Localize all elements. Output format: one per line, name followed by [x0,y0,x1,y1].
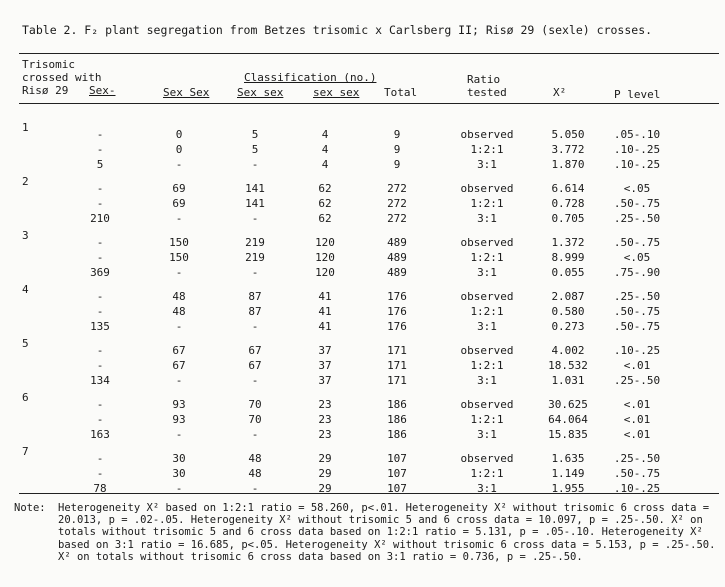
cell-ss2: 67 [248,359,262,372]
cell-ss1: - [175,266,183,279]
header-sex-minus: Sex- [89,84,116,97]
cell-chi: 4.002 [551,344,585,357]
cell-chi: 1.635 [551,452,585,465]
cell-total: 489 [387,266,407,279]
cell-ss1: 150 [169,251,189,264]
cell-total: 176 [387,320,407,333]
cell-ss1: - [175,212,183,225]
cell-ss2: - [251,374,259,387]
header-rule [19,103,719,104]
note-text: Heterogeneity X² based on 1:2:1 ratio = 58.260, p<.01. Heterogeneity X² without trisomic 6 cross data = 20.013, p = .02-.05. Heterogeneity X² without trisomic 5 and 6 cross data = 10.097, p = .25-.50. X² on totals without trisomic 5 and 6 cross data based on 1:2:1 ratio = 5.131, p = .05-.10. Heterogeneity X² based on 3:1 ratio = 16.685, p<.05. Heterogeneity X² without trisomic 6 cross data = 5.153, p = .25-.50. X² on totals without trisomic 6 cross data based on 3:1 ratio = 0.736, p = .25-.50. [58,502,716,563]
cell-total: 186 [387,413,407,426]
cell-ratio: 3:1 [477,482,497,495]
cell-p: <.05 [623,182,651,195]
cell-ratio: 3:1 [477,428,497,441]
cell-ss3: 29 [318,467,332,480]
cell-ss3: 23 [318,428,332,441]
cell-p: .10-.25 [613,158,661,171]
cell-p: .10-.25 [613,344,661,357]
cell-total: 107 [387,482,407,495]
cell-p: .50-.75 [613,197,661,210]
cell-chi: 3.772 [551,143,585,156]
cell-ss3: 37 [318,359,332,372]
table-title: Table 2. F₂ plant segregation from Betzes trisomic x Carlsberg II; Risø 29 (sexle) crosses. [22,23,653,37]
table-note [14,502,718,563]
header-chi-square: X² [553,86,567,99]
cell-ratio: 3:1 [477,212,497,225]
cell-sexm: 78 [93,482,107,495]
cell-ss1: - [175,428,183,441]
cell-ratio: observed [460,290,514,303]
cell-p: .05-.10 [613,128,661,141]
cell-sexm: - [96,197,104,210]
cell-sexm: - [96,251,104,264]
header-sex-sex-1: Sex Sex [163,86,210,99]
cell-total: 176 [387,290,407,303]
cell-chi: 1.149 [551,467,585,480]
cell-ratio: observed [460,344,514,357]
cell-ratio: 3:1 [477,158,497,171]
cell-sexm: 210 [90,212,110,225]
cell-chi: 64.064 [548,413,588,426]
cell-ss1: 48 [172,305,186,318]
cell-ss2: - [251,266,259,279]
cell-sexm: - [96,128,104,141]
cell-ss2: 70 [248,398,262,411]
cell-ss2: 87 [248,305,262,318]
cell-ratio: observed [460,182,514,195]
cell-ss2: 67 [248,344,262,357]
cell-p: .50-.75 [613,467,661,480]
cell-ss3: 4 [321,143,329,156]
cell-ss3: 62 [318,212,332,225]
cell-p: .25-.50 [613,452,661,465]
cell-sexm: 163 [90,428,110,441]
cell-chi: 1.372 [551,236,585,249]
cell-ss1: - [175,482,183,495]
cell-sexm: 369 [90,266,110,279]
cell-ratio: 1:2:1 [470,359,504,372]
header-sex-sex-2: Sex sex [237,86,284,99]
cell-sexm: - [96,452,104,465]
cell-total: 272 [387,212,407,225]
cell-ss1: - [175,158,183,171]
cell-total: 107 [387,467,407,480]
cell-ratio: 3:1 [477,320,497,333]
cell-ss2: - [251,212,259,225]
cell-p: <.01 [623,428,651,441]
cell-total: 9 [393,143,401,156]
cell-p: <.01 [623,413,651,426]
cell-sexm: 5 [96,158,104,171]
note-label: Note: [14,502,46,514]
cell-ratio: 1:2:1 [470,143,504,156]
header-ratio-line2: tested [467,86,507,99]
cell-ss1: 150 [169,236,189,249]
cell-chi: 0.705 [551,212,585,225]
cell-p: <.01 [623,398,651,411]
cell-total: 171 [387,359,407,372]
cell-ratio: observed [460,452,514,465]
cell-ss3: 41 [318,320,332,333]
cell-total: 186 [387,398,407,411]
cell-ss2: 5 [251,128,259,141]
cell-sexm: - [96,344,104,357]
header-trisomic-line3: Risø 29 [22,84,69,97]
cell-p: .25-.50 [613,290,661,303]
cell-ratio: 1:2:1 [470,305,504,318]
cell-ss2: 5 [251,143,259,156]
cell-ss2: 219 [245,251,265,264]
cell-sexm: 134 [90,374,110,387]
cell-total: 171 [387,374,407,387]
cell-sexm: - [96,143,104,156]
cell-p: .25-.50 [613,374,661,387]
cell-ss3: 4 [321,128,329,141]
header-total: Total [384,86,418,99]
cell-chi: 1.870 [551,158,585,171]
cell-sexm: - [96,290,104,303]
top-rule [19,53,719,54]
cell-ss3: 41 [318,305,332,318]
cell-ss2: - [251,158,259,171]
cell-ss3: 37 [318,374,332,387]
cell-ss2: 48 [248,467,262,480]
trisomic-number: 7 [22,445,29,458]
cell-ss1: 93 [172,413,186,426]
cell-ratio: 1:2:1 [470,413,504,426]
cell-total: 186 [387,428,407,441]
cell-ratio: 1:2:1 [470,251,504,264]
cell-ss1: 69 [172,182,186,195]
cell-ss2: - [251,320,259,333]
cell-chi: 15.835 [548,428,588,441]
cell-chi: 1.031 [551,374,585,387]
cell-ss3: 37 [318,344,332,357]
cell-p: .10-.25 [613,482,661,495]
cell-chi: 8.999 [551,251,585,264]
cell-chi: 0.728 [551,197,585,210]
cell-p: .75-.90 [613,266,661,279]
cell-chi: 30.625 [548,398,588,411]
cell-ss1: - [175,320,183,333]
header-ratio-line1: Ratio [467,73,501,86]
cell-ss3: 41 [318,290,332,303]
cell-total: 176 [387,305,407,318]
cell-p: .50-.75 [613,305,661,318]
cell-ratio: observed [460,128,514,141]
trisomic-number: 5 [22,337,29,350]
header-sex-sex-3: sex sex [313,86,360,99]
cell-ss3: 120 [315,251,335,264]
cell-total: 272 [387,197,407,210]
cell-chi: 2.087 [551,290,585,303]
cell-ss3: 120 [315,236,335,249]
cell-sexm: - [96,236,104,249]
cell-ss1: 67 [172,344,186,357]
cell-ss3: 29 [318,482,332,495]
cell-ss3: 4 [321,158,329,171]
bottom-rule [19,493,719,494]
cell-chi: 5.050 [551,128,585,141]
cell-sexm: - [96,467,104,480]
cell-p: .50-.75 [613,320,661,333]
cell-ratio: observed [460,236,514,249]
cell-total: 489 [387,251,407,264]
cell-sexm: - [96,182,104,195]
cell-p: <.01 [623,359,651,372]
cell-sexm: - [96,359,104,372]
cell-ss1: 48 [172,290,186,303]
cell-ratio: 3:1 [477,374,497,387]
header-p-level: P level [614,88,661,101]
cell-ratio: 1:2:1 [470,197,504,210]
cell-ss3: 62 [318,197,332,210]
cell-p: .50-.75 [613,236,661,249]
cell-sexm: - [96,398,104,411]
cell-ss1: 30 [172,452,186,465]
cell-ratio: 1:2:1 [470,467,504,480]
cell-chi: 6.614 [551,182,585,195]
cell-ss3: 29 [318,452,332,465]
cell-p: <.05 [623,251,651,264]
trisomic-number: 1 [22,121,29,134]
cell-chi: 1.955 [551,482,585,495]
cell-ratio: observed [460,398,514,411]
cell-ss2: 141 [245,182,265,195]
header-classification: Classification (no.) [244,71,377,84]
cell-ss1: - [175,374,183,387]
cell-sexm: - [96,305,104,318]
cell-ss2: 48 [248,452,262,465]
cell-p: .10-.25 [613,143,661,156]
cell-ss1: 67 [172,359,186,372]
cell-chi: 0.055 [551,266,585,279]
cell-chi: 18.532 [548,359,588,372]
cell-ss1: 93 [172,398,186,411]
cell-ss2: 219 [245,236,265,249]
cell-ratio: 3:1 [477,266,497,279]
trisomic-number: 4 [22,283,29,296]
cell-total: 272 [387,182,407,195]
cell-ss2: 87 [248,290,262,303]
cell-total: 107 [387,452,407,465]
cell-ss2: 141 [245,197,265,210]
cell-ss3: 23 [318,413,332,426]
cell-sexm: - [96,413,104,426]
trisomic-number: 2 [22,175,29,188]
cell-total: 9 [393,128,401,141]
cell-total: 489 [387,236,407,249]
cell-ss1: 0 [175,128,183,141]
header-trisomic-line2: crossed with [22,71,102,84]
cell-ss3: 62 [318,182,332,195]
cell-ss3: 120 [315,266,335,279]
cell-ss2: 70 [248,413,262,426]
cell-chi: 0.273 [551,320,585,333]
cell-ss2: - [251,428,259,441]
cell-ss1: 30 [172,467,186,480]
cell-total: 9 [393,158,401,171]
cell-sexm: 135 [90,320,110,333]
cell-ss2: - [251,482,259,495]
cell-chi: 0.580 [551,305,585,318]
cell-ss3: 23 [318,398,332,411]
cell-p: .25-.50 [613,212,661,225]
cell-ss1: 0 [175,143,183,156]
cell-ss1: 69 [172,197,186,210]
trisomic-number: 6 [22,391,29,404]
header-trisomic-line1: Trisomic [22,58,75,71]
cell-total: 171 [387,344,407,357]
trisomic-number: 3 [22,229,29,242]
